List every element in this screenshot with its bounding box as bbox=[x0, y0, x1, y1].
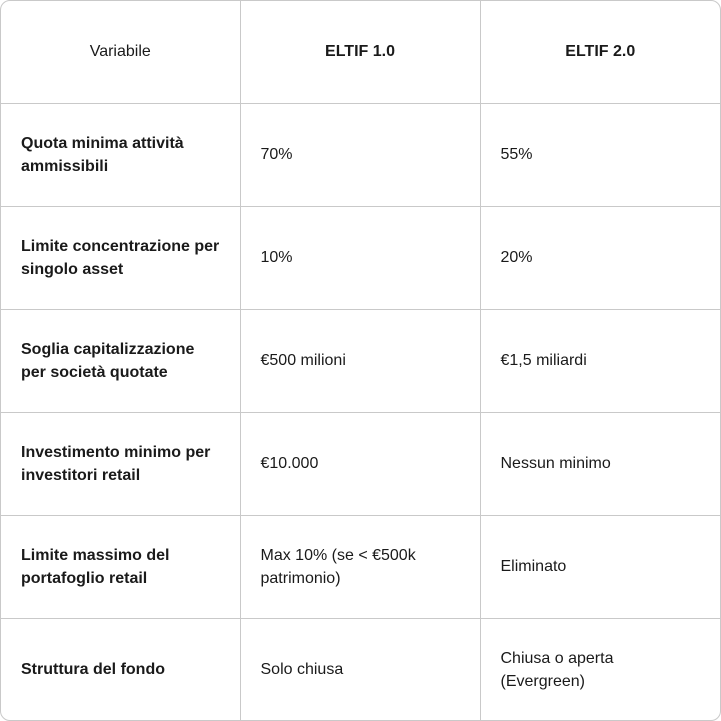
table-header-row bbox=[1, 1, 720, 103]
eltif-comparison-table bbox=[1, 1, 720, 721]
eltif-1-value: €10.000 bbox=[240, 412, 480, 515]
eltif-2-value: 20% bbox=[480, 206, 720, 309]
header-eltif-2: ELTIF 2.0 bbox=[480, 1, 720, 103]
row-label: Soglia capitalizzazione per società quotate bbox=[1, 309, 240, 412]
row-label: Limite massimo del portafoglio retail bbox=[1, 515, 240, 618]
row-label: Limite concentrazione per singolo asset bbox=[1, 206, 240, 309]
table-row bbox=[1, 515, 720, 618]
eltif-2-value: €1,5 miliardi bbox=[480, 309, 720, 412]
table-row bbox=[1, 618, 720, 721]
row-label: Quota minima attività ammissibili bbox=[1, 103, 240, 206]
table-row bbox=[1, 412, 720, 515]
row-label: Struttura del fondo bbox=[1, 618, 240, 721]
eltif-1-value: €500 milioni bbox=[240, 309, 480, 412]
eltif-2-value: 55% bbox=[480, 103, 720, 206]
eltif-2-value: Chiusa o aperta (Evergreen) bbox=[500, 649, 614, 690]
eltif-1-value: 70% bbox=[240, 103, 480, 206]
table-row bbox=[1, 103, 720, 206]
eltif-2-value: Eliminato bbox=[480, 515, 720, 618]
eltif-2-value: Nessun minimo bbox=[480, 412, 720, 515]
header-variabile: Variabile bbox=[1, 1, 240, 103]
eltif-1-value: Solo chiusa bbox=[240, 618, 480, 721]
eltif-1-value: 10% bbox=[240, 206, 480, 309]
eltif-1-value: Max 10% (se < €500k patrimonio) bbox=[240, 515, 480, 618]
table-row bbox=[1, 309, 720, 412]
row-label: Investimento minimo per investitori retail bbox=[1, 412, 240, 515]
header-eltif-1: ELTIF 1.0 bbox=[240, 1, 480, 103]
table-row bbox=[1, 206, 720, 309]
